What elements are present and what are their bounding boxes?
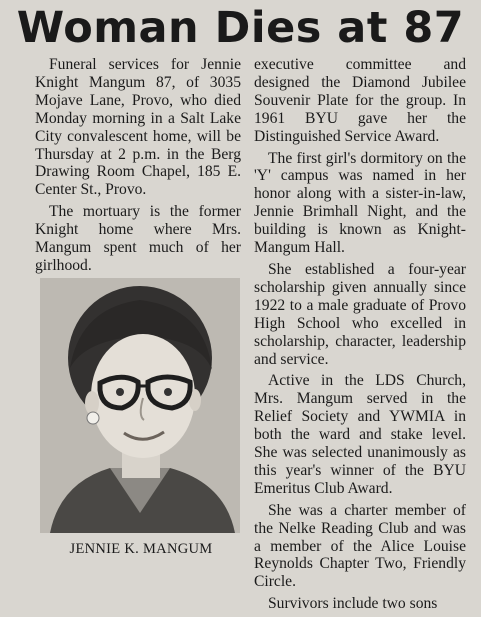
paragraph: executive committee and designed the Diamond Jubilee Souvenir Plate for the group. In 1961 BYU gave her the Distinguished Service Award. [254,56,466,145]
paragraph: She established a four-year scholarship given annually since 1922 to a male graduate of Provo High School who excelled in scholarship, character, leadership and service. [254,260,466,368]
photo-caption: JENNIE K. MANGUM [69,541,213,557]
left-column [35,56,241,301]
paragraph: Funeral services for Jennie Knight Mangum 87, of 3035 Mojave Lane, Provo, who died Monday morning in a Salt Lake City convalescent home, will be Thursday at 2 p.m. in the Berg Drawing Room Chapel, 185 E. Center St., Provo. [35,56,241,199]
paragraph: She was a charter member of the Nelke Reading Club and was a member of the Alice Louise Reynolds Chapter Two, Friendly Circle. [254,501,466,591]
paragraph: The mortuary is the former Knight home where Mrs. Mangum spent much of her girlhood. [35,203,241,274]
headline: Woman Dies at 87 [16,3,465,53]
right-column [254,56,466,617]
paragraph: Active in the LDS Church, Mrs. Mangum served in the Relief Society and YWMIA in both the ward and stake level. She was selected unanimously as this year's winner of the BYU Emeritus Club Award. [254,372,466,497]
portrait-photo [40,278,240,533]
portrait-image [40,278,240,533]
paragraph: The first girl's dormitory on the 'Y' campus was named in her honor along with a sister-in-law, Jennie Brimhall Night, and the building is known as Knight-Mangum Hall. [254,149,466,257]
paragraph: Survivors include two sons [268,595,438,613]
